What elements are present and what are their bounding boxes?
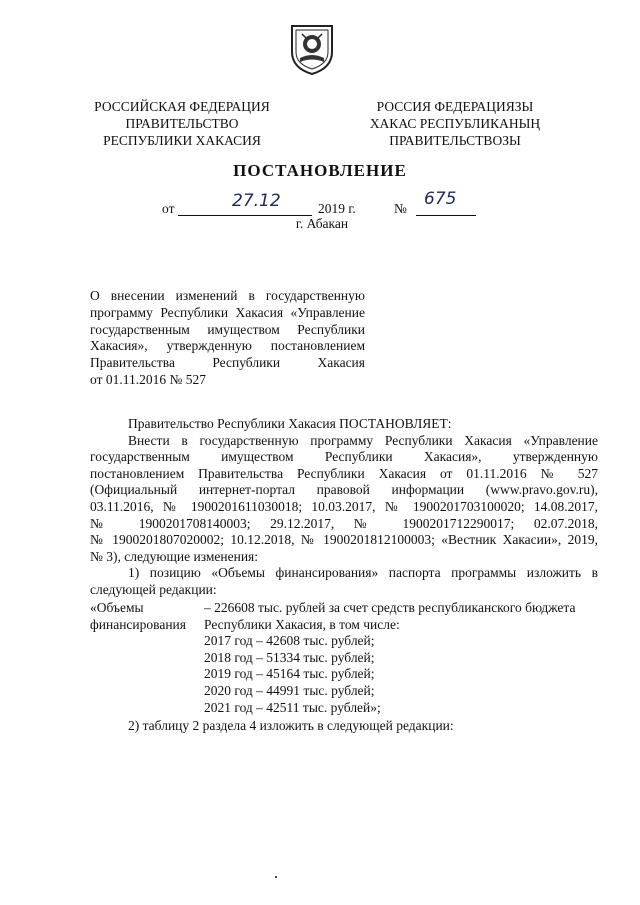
document-title: ПОСТАНОВЛЕНИЕ [233,161,407,180]
intro-line: № 1900201708140003; 29.12.2017, № 1900201712290017; 02.07.2018, [90,515,598,531]
financing-values [204,600,600,716]
header-right-line-3: ПРАВИТЕЛЬСТВОЗЫ [389,133,521,148]
intro-line: № 1900201807020002; 10.12.2018, № 1900201812100003; «Вестник Хакасии», 2019, [90,532,598,548]
point1-line: следующей редакции: [90,581,217,597]
intro-line: Внести в государственную программу Республики Хакасия «Управление [128,432,598,448]
point1-line: 1) позицию «Объемы финансирования» паспорта программы изложить в [128,565,598,581]
subject-line: Хакасия», утвержденную постановлением [90,338,365,354]
financing-value-line: Республики Хакасия, в том числе: [204,616,400,632]
body-text [90,416,598,599]
header-right-line-1: РОССИЯ ФЕДЕРАЦИЯЗЫ [376,99,534,114]
subject-line: государственным имуществом Республики [90,321,365,337]
financing-year-line: 2020 год – 44991 тыс. рублей; [204,682,375,698]
subject-line: О внесении изменений в государственную [90,288,365,303]
resolves-paragraph: Правительство Республики Хакасия ПОСТАНОВЛЯЕТ: [128,416,452,431]
subject-block [90,288,365,389]
handwritten-date: 27.12 [232,191,281,211]
financing-year-line: 2021 год – 42511 тыс. рублей»; [204,699,381,715]
intro-line: 03.11.2016, № 1900201611030018; 10.03.2017, № 1900201703100020; 14.08.2017, [90,498,598,514]
coat-of-arms-emblem [288,22,336,76]
header-left-line-3: РЕСПУБЛИКИ ХАКАСИЯ [103,133,261,148]
subject-line: программу Республики Хакасия «Управление [90,304,365,320]
financing-year-line: 2019 год – 45164 тыс. рублей; [204,666,375,682]
financing-label-line: финансирования [90,616,186,632]
date-number-line [162,189,502,216]
intro-line: постановлением Правительства Республики Хакасия от 01.11.2016 № 527 [90,465,598,481]
header-left-line-2: ПРАВИТЕЛЬСТВО [125,116,239,131]
financing-year-line: 2017 год – 42608 тыс. рублей; [204,633,375,649]
financing-value-line: – 226608 тыс. рублей за счет средств республиканского бюджета [204,600,576,615]
date-prefix: от [162,201,175,216]
date-year: 2019 г. [318,201,356,216]
financing-label [90,600,200,633]
handwritten-number: 675 [424,189,457,209]
point2-paragraph: 2) таблицу 2 раздела 4 изложить в следующей редакции: [128,718,454,733]
header-right-block [352,98,558,149]
header-left-block [84,98,280,149]
intro-line: государственным имуществом Республики Хакасия», утвержденную [90,449,598,465]
page-dot-mark [275,876,277,878]
intro-line: № 3), следующие изменения: [90,548,259,564]
subject-line: Правительства Республики Хакасия [90,355,365,371]
financing-label-line: «Объемы [90,600,144,615]
subject-line: от 01.11.2016 № 527 [90,371,206,387]
financing-year-line: 2018 год – 51334 тыс. рублей; [204,649,375,665]
header-right-line-2: ХАКАС РЕСПУБЛИКАНЫҢ [369,116,541,131]
number-label: № [394,201,407,216]
header-left-line-1: РОССИЙСКАЯ ФЕДЕРАЦИЯ [94,99,270,114]
intro-line: (Официальный интернет-портал правовой информации (www.pravo.gov.ru), [90,482,598,498]
city-line: г. Абакан [295,216,349,231]
